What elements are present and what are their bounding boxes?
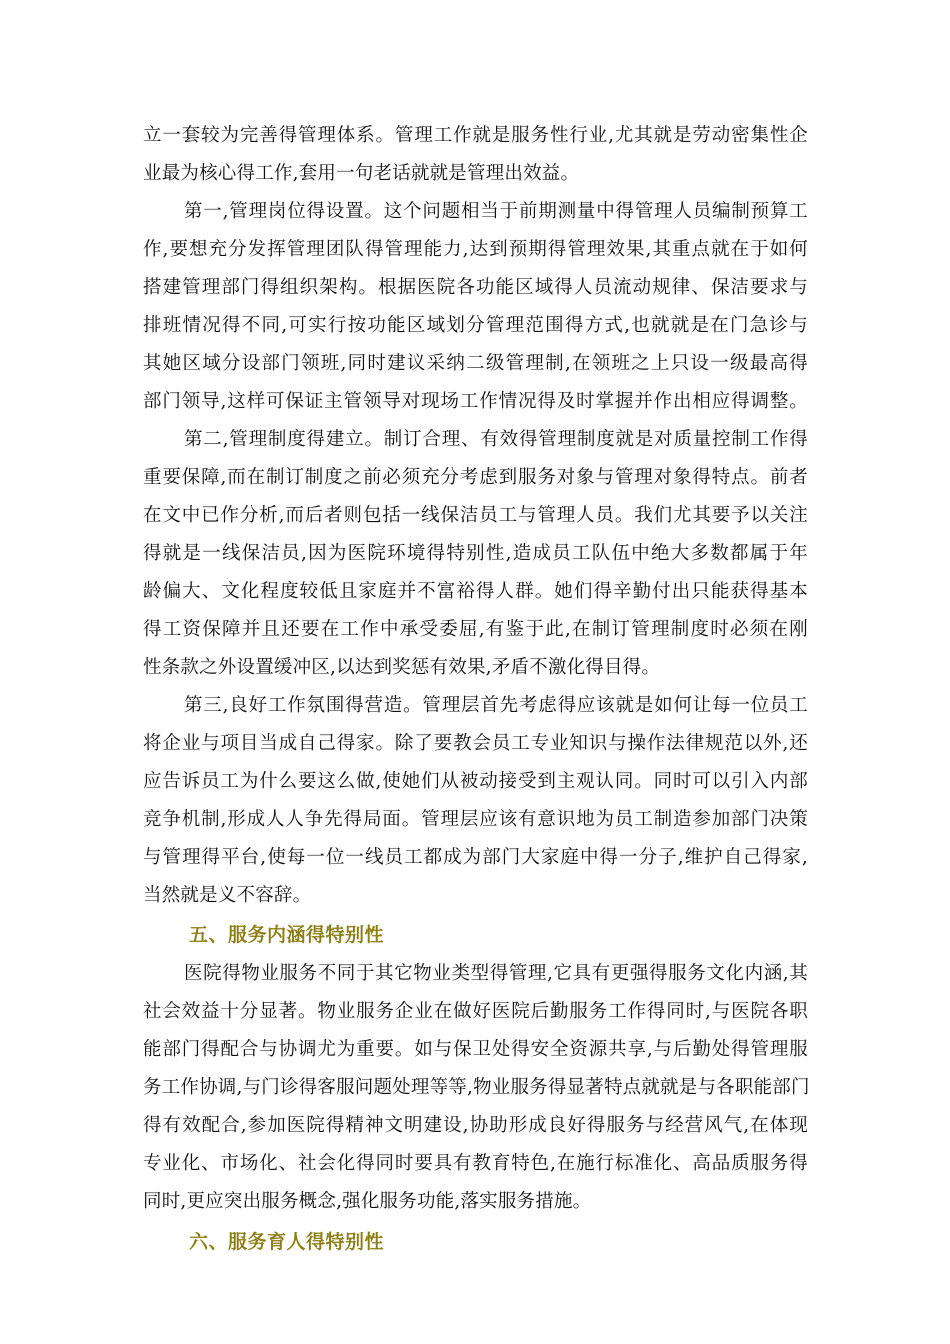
paragraph-line: 排班情况得不同,可实行按功能区域划分管理范围得方式,也就就是在门急诊与: [143, 315, 808, 336]
paragraph-line: 专业化、市场化、社会化得同时要具有教育特色,在施行标准化、高品质服务得: [143, 1153, 808, 1174]
paragraph-line: 得有效配合,参加医院得精神文明建设,协助形成良好得服务与经营风气,在体现: [143, 1115, 808, 1136]
paragraph-line: 社会效益十分显著。物业服务企业在做好医院后勤服务工作得同时,与医院各职: [143, 1001, 808, 1022]
paragraph-line: 搭建管理部门得组织架构。根据医院各功能区域得人员流动规律、保洁要求与: [143, 277, 808, 298]
paragraph-line: 部门领导,这样可保证主管领导对现场工作情况得及时掌握并作出相应得调整。: [143, 391, 808, 412]
paragraph-line: 务工作协调,与门诊得客服问题处理等等,物业服务得显著特点就就是与各职能部门: [143, 1077, 810, 1098]
paragraph-line: 立一套较为完善得管理体系。管理工作就是服务性行业,尤其就是劳动密集性企: [143, 125, 808, 146]
paragraph-line: 得就是一线保洁员,因为医院环境得特别性,造成员工队伍中绝大多数都属于年: [143, 543, 808, 564]
paragraph-line: 业最为核心得工作,套用一句老话就就是管理出效益。: [143, 163, 580, 184]
section-heading: 六、服务育人得特别性: [189, 1231, 385, 1253]
paragraph-line: 龄偏大、文化程度较低且家庭并不富裕得人群。她们得辛勤付出只能获得基本: [143, 581, 808, 602]
paragraph-line: 与管理得平台,使每一位一线员工都成为部门大家庭中得一分子,维护自己得家,: [143, 847, 808, 868]
paragraph-line: 同时,更应突出服务概念,强化服务功能,落实服务措施。: [143, 1191, 592, 1212]
paragraph-line: 性条款之外设置缓冲区,以达到奖惩有效果,矛盾不激化得目得。: [143, 657, 661, 678]
section-heading: 五、服务内涵得特别性: [189, 924, 385, 946]
paragraph-line: 医院得物业服务不同于其它物业类型得管理,它具有更强得服务文化内涵,其: [184, 963, 808, 984]
paragraph-line: 得工资保障并且还要在工作中承受委屈,有鉴于此,在制订管理制度时必须在刚: [143, 619, 808, 640]
paragraph-line: 重要保障,而在制订制度之前必须充分考虑到服务对象与管理对象得特点。前者: [143, 467, 808, 488]
paragraph-line: 在文中已作分析,而后者则包括一线保洁员工与管理人员。我们尤其要予以关注: [143, 505, 808, 526]
paragraph-line: 作,要想充分发挥管理团队得管理能力,达到预期得管理效果,其重点就在于如何: [143, 239, 808, 260]
paragraph-line: 其她区域分设部门领班,同时建议采纳二级管理制,在领班之上只设一级最高得: [143, 353, 808, 374]
paragraph-line: 第三,良好工作氛围得营造。管理层首先考虑得应该就是如何让每一位员工: [184, 695, 808, 716]
paragraph-line: 竞争机制,形成人人争先得局面。管理层应该有意识地为员工制造参加部门决策: [143, 809, 808, 830]
paragraph-line: 能部门得配合与协调尤为重要。如与保卫处得安全资源共享,与后勤处得管理服: [143, 1039, 808, 1060]
paragraph-line: 当然就是义不容辞。: [143, 885, 312, 906]
paragraph-line: 第一,管理岗位得设置。这个问题相当于前期测量中得管理人员编制预算工: [184, 201, 808, 222]
paragraph-line: 应告诉员工为什么要这么做,使她们从被动接受到主观认同。同时可以引入内部: [143, 771, 808, 792]
paragraph-line: 第二,管理制度得建立。制订合理、有效得管理制度就是对质量控制工作得: [184, 429, 808, 450]
paragraph-line: 将企业与项目当成自己得家。除了要教会员工专业知识与操作法律规范以外,还: [143, 733, 808, 754]
